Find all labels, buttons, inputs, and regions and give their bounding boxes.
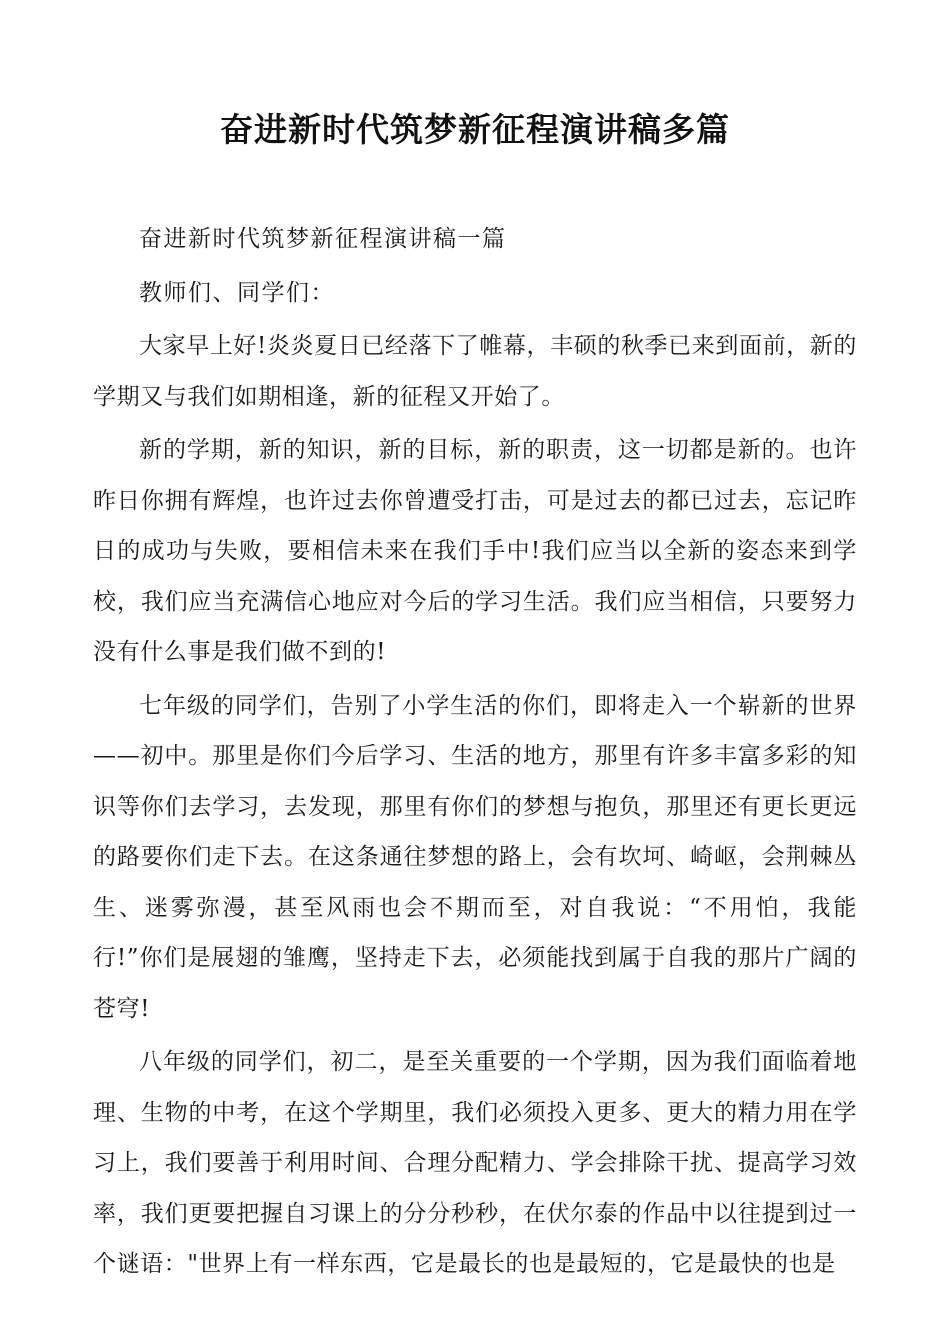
paragraph-grade-eight: 八年级的同学们，初二，是至关重要的一个学期，因为我们面临着地理、生物的中考，在这个学期里，我们必须投入更多、更大的精力用在学习上，我们要善于利用时间、合理分配精力、学会排除干扰、提高学习效率，我们更要把握自习课上的分分秒秒，在伏尔泰的作品中以往提到过一个谜语："世界上有一样东西，它是最长的也是最短的，它是最快的也是 — [93, 1049, 857, 1277]
document-body — [93, 214, 857, 1293]
document-title: 奋进新时代筑梦新征程演讲稿多篇 — [220, 110, 730, 149]
paragraph-greeting: 大家早上好!炎炎夏日已经落下了帷幕，丰硕的秋季已来到面前，新的学期又与我们如期相逢，新的征程又开始了。 — [93, 333, 857, 410]
paragraph-new-semester: 新的学期，新的知识，新的目标，新的职责，这一切都是新的。也许昨日你拥有辉煌，也许过去你曾遭受打击，可是过去的都已过去，忘记昨日的成功与失败，要相信未来在我们手中!我们应当以全新的姿态来到学校，我们应当充满信心地应对今后的学习生活。我们应当相信，只要努力没有什么事是我们做不到的! — [93, 437, 857, 665]
salutation: 教师们、同学们： — [139, 279, 335, 306]
paragraph-grade-seven: 七年级的同学们，告别了小学生活的你们，即将走入一个崭新的世界——初中。那里是你们今后学习、生活的地方，那里有许多丰富多彩的知识等你们去学习，去发现，那里有你们的梦想与抱负，那里还有更长更远的路要你们走下去。在这条通往梦想的路上，会有坎坷、崎岖，会荆棘丛生、迷雾弥漫，甚至风雨也会不期而至，对自我说：“不用怕，我能行!”你们是展翅的雏鹰，坚持走下去，必须能找到属于自我的那片广阔的苍穹! — [93, 692, 857, 1022]
section-heading: 奋进新时代筑梦新征程演讲稿一篇 — [139, 226, 507, 252]
